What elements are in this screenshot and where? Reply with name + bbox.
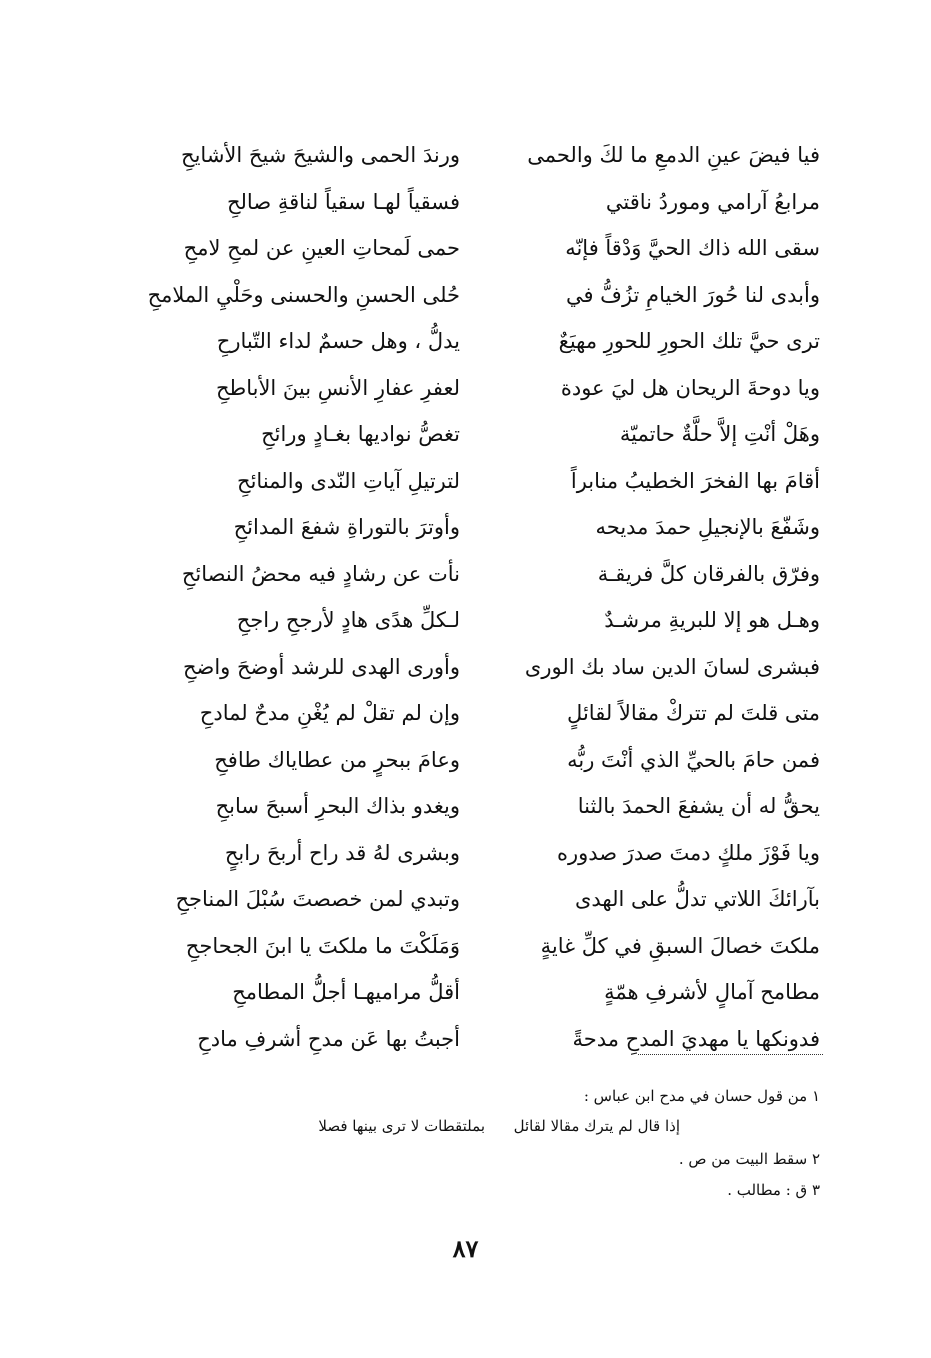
verse-line: لعفرِ عفارِ الأنسِ بينَ الأباطحِ: [215, 375, 460, 400]
verse-line: ملكتَ خصالَ السبقِ في كلِّ غايةٍ: [540, 933, 820, 958]
verse-line: ويغدو بذاك البحرِ أسبحَ سابحِ: [215, 794, 460, 818]
verse-line: لـكلِّ هدًى هادٍ لأرجحِ راجحِ: [236, 608, 460, 632]
verse-line: وأبدى لنا حُورَ الخيامِ تزُفُّ في: [565, 282, 820, 307]
footnote-1-verse-first-half: إذا قال لم يترك مقالا لقائل: [513, 1117, 680, 1135]
verse-line: فبشرى لسانَ الدين ساد بك الورى: [524, 654, 820, 679]
footnote-2: ٢ سقط البيت من ص .: [678, 1150, 820, 1168]
verse-line: وهـل هو إلا للبريةِ مرشـدٌ: [604, 608, 820, 632]
verse-line: وأورى الهدى للرشد أوضحَ واضحِ: [182, 654, 460, 679]
verse-line: وهَلْ أنْتِ إلاَّ حلَّةٌ حاتميّة: [619, 422, 820, 446]
verse-line: نأت عن رشادٍ فيه محضُ النصائحِ: [181, 561, 460, 586]
verse-line: ويا فَوْزَ ملكٍ دمتَ صدرَ صدوره: [556, 840, 820, 865]
verse-line: فدونكها يا مهديَ المدحِ مدحةً: [572, 1026, 820, 1051]
verse-line: وتبدي لمن خصصتَ سُبْلَ المناجحِ: [175, 887, 460, 911]
verse-line: بآرائكَ اللاتي تدلُّ على الهدى: [574, 887, 820, 911]
verse-line: وشَفّعَ بالإنجيلِ حمدَ مديحه: [595, 515, 820, 539]
verse-line: تغصُّ نواديها بغـادٍ ورائحِ: [261, 422, 460, 446]
verse-line: فيا فيضَ عينِ الدمعِ ما لكَ والحمى: [527, 143, 820, 167]
verse-line: لترتيلِ آياتِ النّدى والمنائحِ: [237, 468, 460, 493]
verse-line: أقلُّ مراميهـا أجلُّ المطامحِ: [232, 980, 460, 1004]
footnote-1-verse-second-half: بملتقطات لا ترى بينها فصلا: [318, 1117, 485, 1135]
verse-line: وعامَ ببحرٍ من عطاياك طافحِ: [214, 747, 460, 772]
verse-line: فمن حامَ بالحيِّ الذي أنْتَ ربُّه: [567, 747, 820, 772]
page-number: ٨٧: [452, 1234, 479, 1263]
verse-line: ويا دوحةَ الريحان هل ليَ عودة: [560, 375, 820, 400]
verse-line: متى قلتَ لم تتركْ مقالاً لقائلٍ: [567, 701, 820, 725]
verse-line: وبشرى لهُ قد راح أربحَ رابحٍ: [224, 840, 460, 865]
verse-line: وإن لم تقلْ لم يُغْنِ مدحٌ لمادحِ: [199, 701, 460, 725]
poem-right-column: [490, 132, 820, 1062]
verse-line: مرابعُ آرامي وموردُ ناقتي: [605, 189, 820, 214]
verse-line: أجبتُ بها عَن مدحِ أشرفِ مادحِ: [197, 1026, 460, 1051]
verse-line: وأوترَ بالتوراةِ شفعَ المدائحِ: [233, 515, 460, 539]
footnote-1-label: ١ من قول حسان في مدح ابن عباس :: [583, 1087, 820, 1105]
poem: [0, 132, 931, 1052]
footnote-3: ٣ ق : مطالب .: [727, 1181, 820, 1199]
verse-line: فسقياً لهـا سقياً لناقةِ صالحِ: [226, 189, 460, 214]
verse-line: يدلُّ ، وهل حسمٌ لداء التّبارحِ: [216, 329, 460, 353]
verse-line: مطامح آمالٍ لأشرفِ همّةٍ: [604, 980, 820, 1004]
footnote-separator: [638, 1054, 823, 1055]
poem-left-column: [130, 132, 460, 1062]
verse-line: وَمَلَكْتَ ما ملكتَ يا ابنَ الجحاجحِ: [185, 933, 460, 958]
verse-line: ورندَ الحمى والشيحَ شيحَ الأشايحِ: [181, 143, 460, 167]
verse-line: حمى لَمحاتِ العينِ عن لمحِ لامحِ: [183, 236, 460, 260]
verse-line: يحقُّ له أن يشفعَ الحمدَ بالثنا: [577, 794, 820, 818]
verse-line: سقى الله ذاك الحيَّ وَدْقاً فإنّه: [565, 236, 820, 260]
verse-line: أقامَ بها الفخرَ الخطيبُ منابراً: [570, 468, 820, 493]
verse-line: وفرّق بالفرقان كلَّ فريقـة: [597, 561, 820, 586]
verse-line: ترى حيَّ تلك الحورِ للحورِ مهيَعٌ: [558, 329, 820, 353]
verse-line: حُلى الحسنِ والحسنى وحَلْيِ الملامحِ: [147, 282, 460, 307]
